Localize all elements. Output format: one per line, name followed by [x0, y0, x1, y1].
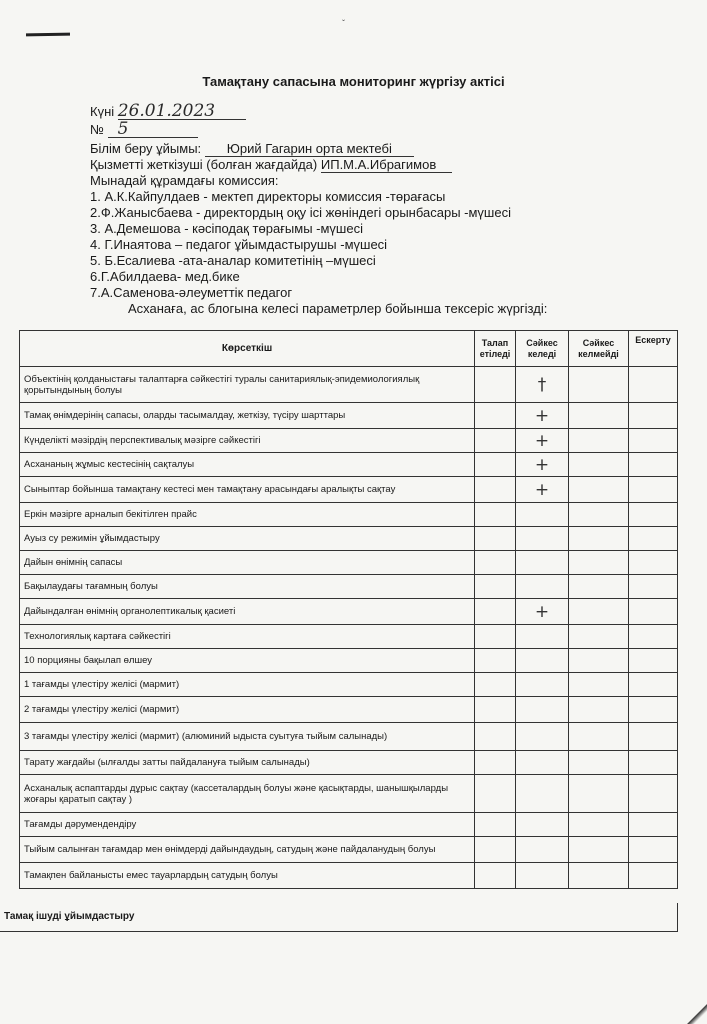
school-value: Юрий Гагарин орта мектебі: [205, 141, 414, 157]
row-compliant: [516, 551, 569, 575]
commission-intro: Мынадай құрамдағы комиссия:: [90, 173, 279, 188]
row-compliant: +: [516, 599, 569, 625]
row-noncompliant: [569, 453, 629, 477]
row-compliant: †: [516, 367, 569, 403]
member-3: 3. А.Демешова - кәсіподақ төрағымы -мүшесі: [90, 221, 363, 236]
table-row: [20, 863, 678, 889]
row-required: [475, 625, 516, 649]
row-indicator: Дайын өнімнің сапасы: [20, 551, 475, 575]
row-required: [475, 863, 516, 889]
monitoring-table: [19, 330, 678, 889]
table-row: [20, 697, 678, 723]
table-row: [20, 429, 678, 453]
table-row: [20, 649, 678, 673]
table-row: [20, 453, 678, 477]
footer-row-label: Тамақ ішуді ұйымдастыру: [4, 911, 135, 922]
table-row: [20, 477, 678, 503]
row-required: [475, 723, 516, 751]
row-compliant: +: [516, 403, 569, 429]
row-indicator: Күнделікті мәзірдің перспективалық мәзірге сәйкестігі: [20, 429, 475, 453]
row-required: [475, 837, 516, 863]
row-noncompliant: [569, 863, 629, 889]
table-row: [20, 575, 678, 599]
row-compliant: [516, 863, 569, 889]
row-noncompliant: [569, 625, 629, 649]
row-noncompliant: [569, 697, 629, 723]
row-indicator: Ауыз су режимін ұйымдастыру: [20, 527, 475, 551]
row-indicator: Тағамды дәрумендендіру: [20, 813, 475, 837]
row-noncompliant: [569, 503, 629, 527]
row-noncompliant: [569, 403, 629, 429]
school-label: Білім беру ұйымы:: [90, 141, 202, 156]
row-indicator: Сыныптар бойынша тамақтану кестесі мен тамақтану арасындағы аралықты сақтау: [20, 477, 475, 503]
row-noncompliant: [569, 367, 629, 403]
row-noncompliant: [569, 599, 629, 625]
row-indicator: 10 порцияны бақылап өлшеу: [20, 649, 475, 673]
row-required: [475, 575, 516, 599]
row-required: [475, 477, 516, 503]
row-noncompliant: [569, 775, 629, 813]
supplier-line: [90, 157, 452, 173]
header-indicator: Көрсеткіш: [20, 331, 475, 367]
row-indicator: Объектінің қолданыстағы талаптарға сәйкестігі туралы санитариялық-эпидемиологиялық қорытындының болуы: [20, 367, 475, 403]
row-note: [629, 697, 678, 723]
corner-pen-mark: [26, 33, 70, 37]
row-note: [629, 575, 678, 599]
row-required: [475, 551, 516, 575]
row-indicator: Бақылаудағы тағамның болуы: [20, 575, 475, 599]
row-indicator: 3 тағамды үлестіру желісі (мармит) (алюминий ыдыста суытуға тыйым салынады): [20, 723, 475, 751]
table-row: [20, 599, 678, 625]
table-header-row: [20, 331, 678, 367]
row-indicator: Тамақпен байланысты емес тауарлардың сатудың болуы: [20, 863, 475, 889]
row-note: [629, 863, 678, 889]
row-compliant: [516, 697, 569, 723]
row-note: [629, 367, 678, 403]
row-note: [629, 453, 678, 477]
member-6: 6.Г.Абилдаева- мед.бике: [90, 269, 240, 284]
row-compliant: [516, 775, 569, 813]
row-indicator: Тыйым салынған тағамдар мен өнімдерді дайындаудың, сатудың және пайдаланудың болуы: [20, 837, 475, 863]
row-note: [629, 403, 678, 429]
row-compliant: [516, 813, 569, 837]
table-row: [20, 527, 678, 551]
row-indicator: Тамақ өнімдерінің сапасы, оларды тасымалдау, жеткізу, түсіру шарттары: [20, 403, 475, 429]
row-required: [475, 751, 516, 775]
row-noncompliant: [569, 429, 629, 453]
row-compliant: [516, 503, 569, 527]
check-sentence: Асханаға, ас блогына келесі параметрлер бойынша тексеріс жүргізді:: [128, 301, 548, 316]
row-compliant: [516, 751, 569, 775]
row-required: [475, 503, 516, 527]
table-row: [20, 625, 678, 649]
row-required: [475, 403, 516, 429]
supplier-label: Қызметті жеткізуші (болған жағдайда): [90, 157, 318, 172]
row-compliant: +: [516, 453, 569, 477]
row-indicator: Технологиялық картаға сәйкестігі: [20, 625, 475, 649]
document-title: Тамақтану сапасына мониторинг жүргізу актісі: [202, 74, 505, 89]
row-noncompliant: [569, 649, 629, 673]
supplier-value: ИП.М.А.Ибрагимов: [321, 157, 452, 173]
row-indicator: Асханалық аспаптарды дұрыс сақтау (кассеталардың болуы және қасықтарды, шанышқыларды жоғары қаратып сақтау ): [20, 775, 475, 813]
member-1: 1. А.К.Кайпулдаев - мектеп директоры комиссия -төрағасы: [90, 189, 446, 204]
row-indicator: Еркін мәзірге арналып бекітілген прайс: [20, 503, 475, 527]
table-row: [20, 503, 678, 527]
row-compliant: [516, 625, 569, 649]
row-compliant: [516, 673, 569, 697]
row-noncompliant: [569, 477, 629, 503]
member-4: 4. Г.Инаятова – педагог ұйымдастырушы -мүшесі: [90, 237, 388, 252]
row-noncompliant: [569, 575, 629, 599]
row-note: [629, 625, 678, 649]
row-note: [629, 813, 678, 837]
row-compliant: [516, 837, 569, 863]
row-indicator: 1 тағамды үлестіру желісі (мармит): [20, 673, 475, 697]
row-required: [475, 429, 516, 453]
row-note: [629, 429, 678, 453]
row-note: [629, 527, 678, 551]
school-line: [90, 141, 414, 157]
date-label: Күні: [90, 104, 115, 119]
number-label: №: [90, 122, 104, 137]
number-line: [90, 119, 198, 139]
header-note: Ескерту: [629, 331, 678, 367]
table-row: [20, 837, 678, 863]
row-note: [629, 775, 678, 813]
table-row: [20, 551, 678, 575]
row-required: [475, 649, 516, 673]
row-note: [629, 751, 678, 775]
row-compliant: [516, 527, 569, 551]
table-row: [20, 673, 678, 697]
row-required: [475, 599, 516, 625]
row-required: [475, 775, 516, 813]
row-compliant: [516, 575, 569, 599]
row-compliant: [516, 649, 569, 673]
row-required: [475, 813, 516, 837]
header-noncompliant: Сәйкес келмейді: [569, 331, 629, 367]
row-required: [475, 673, 516, 697]
table-row: [20, 367, 678, 403]
row-note: [629, 599, 678, 625]
row-noncompliant: [569, 837, 629, 863]
table-row: [20, 723, 678, 751]
row-note: [629, 649, 678, 673]
row-compliant: [516, 723, 569, 751]
row-noncompliant: [569, 527, 629, 551]
member-5: 5. Б.Есалиева -ата-аналар комитетінің –мүшесі: [90, 253, 376, 268]
row-noncompliant: [569, 751, 629, 775]
member-2: 2.Ф.Жанысбаева - директордың оқу ісі жөніндегі орынбасары -мүшесі: [90, 205, 511, 220]
row-note: [629, 673, 678, 697]
row-note: [629, 503, 678, 527]
date-value: 26.01.2023: [118, 104, 246, 120]
row-indicator: Тарату жағдайы (ылғалды затты пайдалануға тыйым салынады): [20, 751, 475, 775]
row-note: [629, 723, 678, 751]
row-noncompliant: [569, 813, 629, 837]
row-note: [629, 837, 678, 863]
row-required: [475, 527, 516, 551]
row-note: [629, 477, 678, 503]
table-body: [20, 367, 678, 889]
row-note: [629, 551, 678, 575]
row-required: [475, 367, 516, 403]
table-row: [20, 813, 678, 837]
member-7: 7.А.Саменова-әлеуметтік педагог: [90, 285, 293, 300]
row-indicator: Асхананың жұмыс кестесінің сақталуы: [20, 453, 475, 477]
row-noncompliant: [569, 673, 629, 697]
row-indicator: 2 тағамды үлестіру желісі (мармит): [20, 697, 475, 723]
row-compliant: +: [516, 429, 569, 453]
scan-speck: ˇ: [342, 18, 345, 28]
number-value: 5: [108, 122, 198, 138]
table-row: [20, 403, 678, 429]
header-required: Талап етіледі: [475, 331, 516, 367]
scan-edge: [680, 1000, 707, 1024]
row-compliant: +: [516, 477, 569, 503]
header-compliant: Сәйкес келеді: [516, 331, 569, 367]
row-required: [475, 453, 516, 477]
row-noncompliant: [569, 551, 629, 575]
row-required: [475, 697, 516, 723]
table-row: [20, 775, 678, 813]
row-noncompliant: [569, 723, 629, 751]
row-indicator: Дайындалған өнімнің органолептикалық қасиеті: [20, 599, 475, 625]
table-row: [20, 751, 678, 775]
date-line: [90, 101, 246, 121]
